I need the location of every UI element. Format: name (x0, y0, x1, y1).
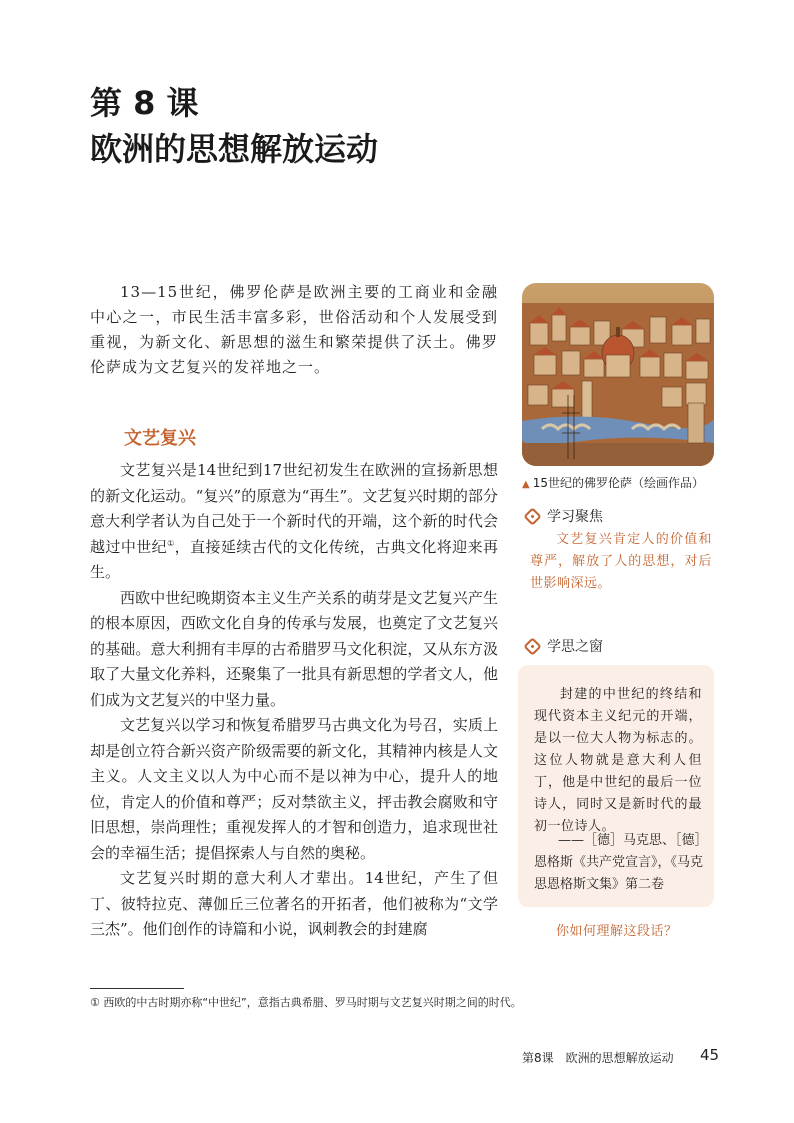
lesson-title: 欧洲的思想解放运动 (90, 130, 379, 168)
section-heading: 文艺复兴 (124, 428, 196, 449)
diamond-icon (523, 507, 541, 525)
figure-caption (522, 474, 704, 491)
main-text (90, 458, 498, 943)
thinking-heading-text: 学思之窗 (547, 639, 603, 655)
diamond-icon (523, 637, 541, 655)
paragraph-3: 文艺复兴以学习和恢复希腊罗马古典文化为号召，实质上却是创立符合新兴资产阶级需要的新文化，其精神内核是人文主义。人文主义以人为中心而不是以神为中心，提升人的地位，肯定人的价值和尊严；反对禁欲主义，抨击教会腐败和守旧思想，崇尚理性；重视发挥人的才智和创造力，追求现世社会的幸福生活；提倡探索人与自然的奥秘。 (90, 716, 498, 862)
footnote-divider (90, 988, 184, 989)
focus-heading (526, 506, 603, 526)
footnote-ref[interactable]: ① (167, 538, 175, 548)
paragraph-1 (90, 458, 498, 586)
focus-text: 文艺复兴肯定人的价值和尊严，解放了人的思想，对后世影响深远。 (530, 532, 712, 591)
thinking-source-line-2: 恩格斯《共产党宣言》，《马克思恩格斯文集》第二卷 (534, 855, 704, 892)
intro-paragraph: 13—15世纪，佛罗伦萨是欧洲主要的工商业和金融中心之一，市民生活丰富多彩，世俗活动和个人发展受到重视，为新文化、新思想的滋生和繁荣提供了沃土。佛罗伦萨成为文艺复兴的发祥地之一。 (90, 283, 498, 376)
thinking-source-line-1: ——［德］马克思、［德］ (558, 833, 708, 848)
paragraph-2: 西欧中世纪晚期资本主义生产关系的萌芽是文艺复兴产生的根本原因，西欧文化自身的传承与发展，也奠定了文艺复兴的基础。意大利拥有丰厚的古希腊罗马文化积淀，又从东方汲取了大量文化养料，还聚集了一批具有新思想的学者文人，他们成为文艺复兴的中坚力量。 (90, 588, 498, 709)
florence-painting-image (522, 283, 714, 466)
lesson-number: 第 8 课 (90, 84, 199, 122)
figure-caption-text: 15世纪的佛罗伦萨（绘画作品） (532, 476, 704, 490)
page-number: 45 (700, 1046, 720, 1064)
paragraph-1-text: 文艺复兴是14世纪到17世纪初发生在欧洲的宣扬新思想的新文化运动。“复兴”的原意为“再生”。文艺复兴时期的部分意大利学者认为自己处于一个新时代的开端，这个新的时代会越过中世纪 (90, 461, 498, 556)
focus-heading-text: 学习聚焦 (547, 509, 603, 525)
thinking-source (534, 830, 708, 896)
thinking-quote: 封建的中世纪的终结和现代资本主义纪元的开端，是以一位大人物为标志的。这位人物就是意大利人但丁，他是中世纪的最后一位诗人，同时又是新时代的最初一位诗人。 (534, 687, 702, 834)
paragraph-4: 文艺复兴时期的意大利人才辈出。14世纪，产生了但丁、彼特拉克、薄伽丘三位著名的开拓者，他们被称为“文学三杰”。他们创作的诗篇和小说，讽刺教会的封建腐 (90, 869, 498, 938)
thinking-heading (526, 636, 603, 656)
running-head: 第8课 欧洲的思想解放运动 (522, 1051, 674, 1065)
triangle-icon: ▲ (522, 479, 530, 490)
footnote: ① 西欧的中古时期亦称“中世纪”，意指古典希腊、罗马时期与文艺复兴时期之间的时代。 (90, 996, 522, 1009)
thinking-question: 你如何理解这段话？ (556, 924, 678, 939)
paragraph-1-rest: ，直接延续古代的文化传统，古典文化将迎来再生。 (90, 537, 498, 581)
